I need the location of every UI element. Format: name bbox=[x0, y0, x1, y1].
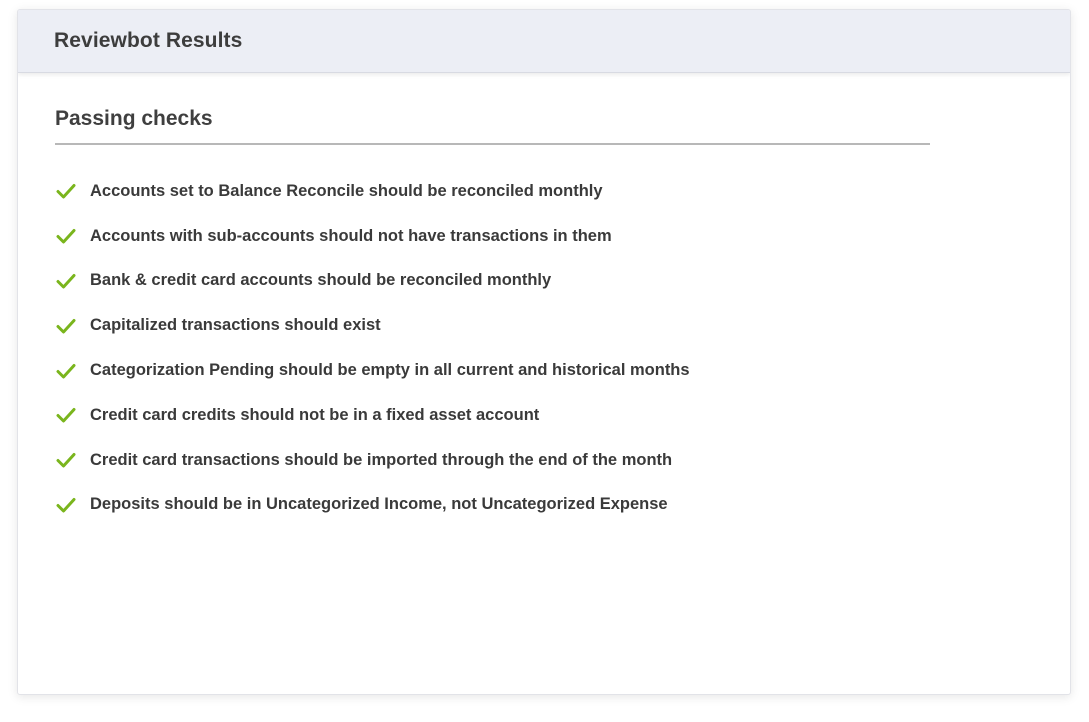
check-label: Categorization Pending should be empty in all current and historical months bbox=[90, 361, 690, 380]
section-heading-passing-checks: Passing checks bbox=[55, 107, 930, 145]
check-label: Accounts set to Balance Reconcile should be reconciled monthly bbox=[90, 181, 603, 200]
checkmark-icon bbox=[55, 270, 77, 292]
panel-title: Reviewbot Results bbox=[54, 29, 243, 52]
list-item bbox=[55, 169, 1070, 214]
check-label: Credit card transactions should be imported through the end of the month bbox=[90, 450, 673, 469]
list-item bbox=[55, 214, 1070, 259]
list-item bbox=[55, 303, 1070, 348]
list-item bbox=[55, 438, 1070, 483]
check-label: Bank & credit card accounts should be reconciled monthly bbox=[90, 271, 552, 290]
checkmark-icon bbox=[55, 315, 77, 337]
passing-checks-list bbox=[55, 169, 1070, 527]
checkmark-icon bbox=[55, 180, 77, 202]
check-label: Deposits should be in Uncategorized Income, not Uncategorized Expense bbox=[90, 495, 668, 514]
panel-body bbox=[18, 73, 1070, 527]
check-label: Accounts with sub-accounts should not have transactions in them bbox=[90, 226, 612, 245]
check-label: Credit card credits should not be in a fixed asset account bbox=[90, 405, 540, 424]
checkmark-icon bbox=[55, 360, 77, 382]
list-item bbox=[55, 348, 1070, 393]
checkmark-icon bbox=[55, 449, 77, 471]
check-label: Capitalized transactions should exist bbox=[90, 316, 381, 335]
checkmark-icon bbox=[55, 225, 77, 247]
panel-header bbox=[18, 10, 1070, 73]
list-item bbox=[55, 393, 1070, 438]
checkmark-icon bbox=[55, 494, 77, 516]
checkmark-icon bbox=[55, 404, 77, 426]
reviewbot-results-panel bbox=[17, 9, 1071, 695]
list-item bbox=[55, 483, 1070, 528]
list-item bbox=[55, 259, 1070, 304]
